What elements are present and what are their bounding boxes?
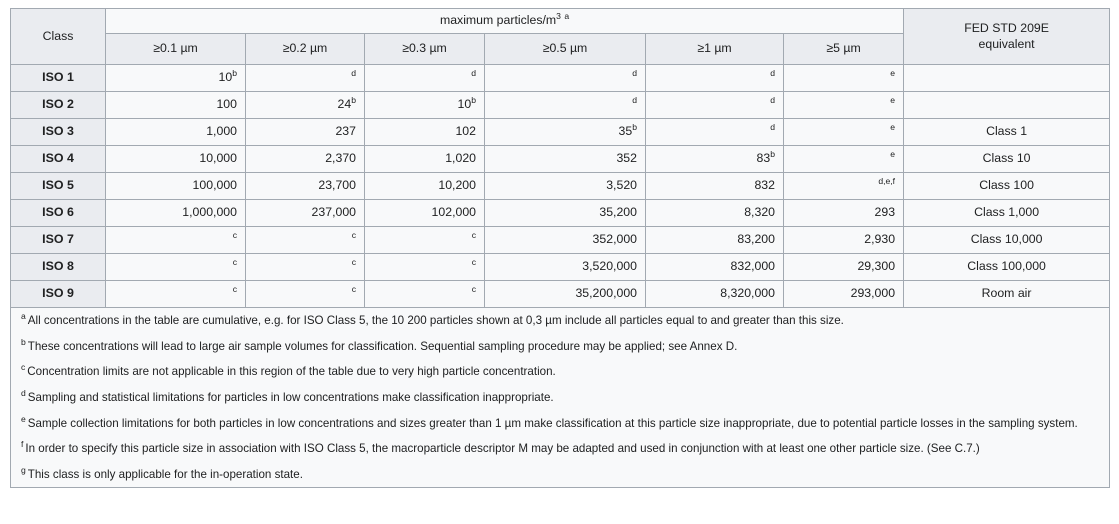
particle-count-cell [365, 92, 485, 119]
particle-count-cell [246, 227, 365, 254]
row-header-class: ISO 6 [11, 200, 106, 227]
particle-count-cell [365, 227, 485, 254]
fed-std-equivalent-cell [904, 92, 1110, 119]
cell-value: 29,300 [857, 259, 896, 274]
cell-footnote-ref: c [232, 284, 237, 295]
particle-count-cell [485, 92, 646, 119]
particle-count-cell [365, 200, 485, 227]
cell-footnote-ref: d,e,f [878, 176, 896, 187]
fed-std-equivalent-cell: Class 100,000 [904, 254, 1110, 281]
particle-count-cell [365, 254, 485, 281]
cell-footnote-ref: c [232, 257, 237, 268]
particle-count-cell [784, 200, 904, 227]
particle-count-cell [246, 173, 365, 200]
cell-footnote-ref: c [351, 230, 356, 241]
footnote [19, 308, 1101, 334]
particle-count-cell [106, 92, 246, 119]
cell-value: 293 [874, 205, 896, 220]
fed-header-line2: equivalent [978, 36, 1035, 51]
particle-count-cell [246, 65, 365, 92]
cell-footnote-ref: d [770, 95, 775, 106]
footnote-marker: c [21, 362, 26, 373]
particle-count-cell [485, 200, 646, 227]
cell-value: 2,930 [864, 232, 896, 247]
cell-value: 352,000 [592, 232, 637, 247]
fed-std-equivalent-cell: Class 10,000 [904, 227, 1110, 254]
footnote-text: All concentrations in the table are cumulative, e.g. for ISO Class 5, the 10 200 particles shown at 0,3 µm include all particles equal to and greater than this size. [27, 314, 844, 327]
cell-value: 1,000 [206, 124, 237, 139]
particle-count-cell [784, 281, 904, 308]
cell-footnote-ref: b [632, 122, 637, 133]
table-footnotes [11, 308, 1110, 488]
fed-std-equivalent-cell: Room air [904, 281, 1110, 308]
cell-footnote-ref: c [351, 257, 356, 268]
particle-count-cell [485, 146, 646, 173]
cell-footnote-ref: d [632, 95, 637, 106]
cell-footnote-ref: d [632, 68, 637, 79]
particle-count-cell [485, 119, 646, 146]
cell-footnote-ref: b [770, 149, 775, 160]
cell-value: 83,200 [737, 232, 775, 247]
cell-footnote-ref: b [471, 95, 476, 106]
group-header-exponent: 3 [556, 11, 561, 22]
particle-count-cell [646, 254, 784, 281]
iso-cleanroom-classification-table [10, 8, 1110, 488]
group-header-footnote-ref: a [564, 11, 570, 22]
footnote-text: This class is only applicable for the in-operation state. [27, 467, 303, 481]
cell-value: 237 [335, 124, 356, 139]
particle-count-cell [485, 254, 646, 281]
particle-count-cell [246, 119, 365, 146]
particle-count-cell [784, 146, 904, 173]
footnote-text: Sample collection limitations for both particles in low concentrations and sizes greater than 1 µm make classification at this particle size inappropriate, due to potential particle losses in the sampling system. [27, 416, 1078, 430]
footnote-text: In order to specify this particle size in association with ISO Class 5, the macroparticle descriptor M may be adapted and used in conjunction with at least one other particle size. (See C.7.) [25, 442, 980, 456]
cell-footnote-ref: b [232, 68, 237, 79]
cell-value: 3,520,000 [582, 259, 637, 274]
row-header-class: ISO 5 [11, 173, 106, 200]
particle-count-cell [485, 65, 646, 92]
cell-value: 832 [754, 178, 775, 193]
cell-value: 100 [216, 97, 237, 112]
footnote [19, 334, 1101, 360]
column-header-size-5um: ≥5 µm [784, 34, 904, 65]
footnote-text: Sampling and statistical limitations for particles in low concentrations make classification inappropriate. [27, 390, 554, 404]
particle-count-cell [646, 281, 784, 308]
column-header-size-0p1um: ≥0.1 µm [106, 34, 246, 65]
footnote-marker: a [21, 311, 26, 322]
cell-footnote-ref: c [232, 230, 237, 241]
footnote [19, 385, 1101, 411]
column-group-header-max-particles [106, 9, 904, 34]
table-row [11, 92, 1110, 119]
particle-count-cell [646, 200, 784, 227]
column-header-size-0p5um: ≥0.5 µm [485, 34, 646, 65]
particle-count-cell [646, 65, 784, 92]
column-header-class: Class [11, 9, 106, 65]
cell-value: 83 [756, 151, 771, 166]
table-body [11, 65, 1110, 308]
column-header-fed-std-209e [904, 9, 1110, 65]
cell-footnote-ref: c [471, 284, 476, 295]
footnotes-row [11, 308, 1110, 488]
cell-value: 10 [218, 70, 233, 85]
cell-footnote-ref: d [351, 68, 356, 79]
cell-footnote-ref: e [890, 95, 896, 106]
particle-count-cell [646, 227, 784, 254]
cell-footnote-ref: d [471, 68, 476, 79]
fed-std-equivalent-cell: Class 100 [904, 173, 1110, 200]
particle-count-cell [365, 281, 485, 308]
cell-value: 1,000,000 [182, 205, 237, 220]
group-header-text: maximum particles/m [439, 13, 557, 28]
cell-value: 35,200 [599, 205, 637, 220]
table-row [11, 65, 1110, 92]
particle-count-cell [485, 227, 646, 254]
footnote-marker: e [21, 413, 26, 424]
cell-footnote-ref: c [471, 230, 476, 241]
cell-value: 10,000 [199, 151, 237, 166]
particle-count-cell [485, 173, 646, 200]
cell-value: 100,000 [192, 178, 237, 193]
row-header-class: ISO 4 [11, 146, 106, 173]
cell-footnote-ref: e [890, 149, 896, 160]
particle-count-cell [784, 92, 904, 119]
fed-std-equivalent-cell: Class 10 [904, 146, 1110, 173]
footnotes-cell [11, 308, 1110, 488]
footnote [19, 359, 1101, 385]
header-row-top [11, 9, 1110, 34]
row-header-class: ISO 2 [11, 92, 106, 119]
cell-value: 3,520 [606, 178, 637, 193]
cell-footnote-ref: b [351, 95, 356, 106]
particle-count-cell [106, 281, 246, 308]
particle-count-cell [106, 227, 246, 254]
table-row [11, 173, 1110, 200]
particle-count-cell [784, 65, 904, 92]
cell-value: 35 [618, 124, 633, 139]
cell-value: 2,370 [325, 151, 356, 166]
footnote-marker: f [21, 439, 24, 450]
cell-value: 832,000 [730, 259, 775, 274]
fed-std-equivalent-cell: Class 1,000 [904, 200, 1110, 227]
table-row [11, 227, 1110, 254]
particle-count-cell [106, 119, 246, 146]
cell-value: 293,000 [850, 286, 896, 301]
cell-value: 35,200,000 [575, 286, 637, 301]
table-row [11, 146, 1110, 173]
particle-count-cell [784, 119, 904, 146]
cell-footnote-ref: e [890, 122, 896, 133]
row-header-class: ISO 3 [11, 119, 106, 146]
footnote-marker: d [21, 388, 26, 399]
particle-count-cell [365, 173, 485, 200]
particle-count-cell [784, 173, 904, 200]
cell-value: 237,000 [311, 205, 356, 220]
fed-header-line1: FED STD 209E [964, 21, 1049, 36]
particle-count-cell [646, 146, 784, 173]
cell-footnote-ref: e [890, 68, 896, 79]
table-row [11, 119, 1110, 146]
table-header [11, 9, 1110, 65]
table-row [11, 200, 1110, 227]
particle-count-cell [646, 92, 784, 119]
cell-footnote-ref: d [770, 68, 775, 79]
particle-count-cell [106, 146, 246, 173]
particle-count-cell [784, 227, 904, 254]
particle-count-cell [646, 119, 784, 146]
footnote-text: These concentrations will lead to large air sample volumes for classification. Sequential sampling procedure may be applied; see Annex D. [27, 339, 738, 353]
cell-value: 102,000 [431, 205, 476, 220]
fed-std-equivalent-cell [904, 65, 1110, 92]
cell-value: 24 [337, 97, 352, 112]
particle-count-cell [106, 200, 246, 227]
particle-count-cell [246, 254, 365, 281]
table-row [11, 254, 1110, 281]
particle-count-cell [246, 146, 365, 173]
row-header-class: ISO 8 [11, 254, 106, 281]
particle-count-cell [246, 92, 365, 119]
footnote-marker: b [21, 336, 26, 347]
particle-count-cell [365, 65, 485, 92]
cell-footnote-ref: c [471, 257, 476, 268]
cell-footnote-ref: c [351, 284, 356, 295]
cell-value: 8,320,000 [720, 286, 775, 301]
particle-count-cell [106, 254, 246, 281]
footnote [19, 411, 1101, 437]
particle-count-cell [784, 254, 904, 281]
column-header-size-0p3um: ≥0.3 µm [365, 34, 485, 65]
cell-value: 352 [616, 151, 637, 166]
footnote [19, 462, 1101, 488]
particle-count-cell [106, 65, 246, 92]
fed-std-equivalent-cell: Class 1 [904, 119, 1110, 146]
row-header-class: ISO 7 [11, 227, 106, 254]
row-header-class: ISO 9 [11, 281, 106, 308]
column-header-size-0p2um: ≥0.2 µm [246, 34, 365, 65]
cell-value: 23,700 [318, 178, 356, 193]
row-header-class: ISO 1 [11, 65, 106, 92]
cell-footnote-ref: d [770, 122, 775, 133]
particle-count-cell [246, 281, 365, 308]
cell-value: 10 [457, 97, 472, 112]
particle-count-cell [106, 173, 246, 200]
particle-count-cell [485, 281, 646, 308]
column-header-size-1um: ≥1 µm [646, 34, 784, 65]
cell-value: 10,200 [438, 178, 476, 193]
footnote-text: Concentration limits are not applicable in this region of the table due to very high particle concentration. [27, 365, 556, 379]
footnote [19, 436, 1101, 462]
particle-count-cell [365, 146, 485, 173]
cell-value: 102 [455, 124, 476, 139]
particle-count-cell [365, 119, 485, 146]
cell-value: 8,320 [744, 205, 775, 220]
particle-count-cell [246, 200, 365, 227]
particle-count-cell [646, 173, 784, 200]
cell-value: 1,020 [445, 151, 476, 166]
footnote-marker: g [21, 464, 26, 475]
table-row [11, 281, 1110, 308]
